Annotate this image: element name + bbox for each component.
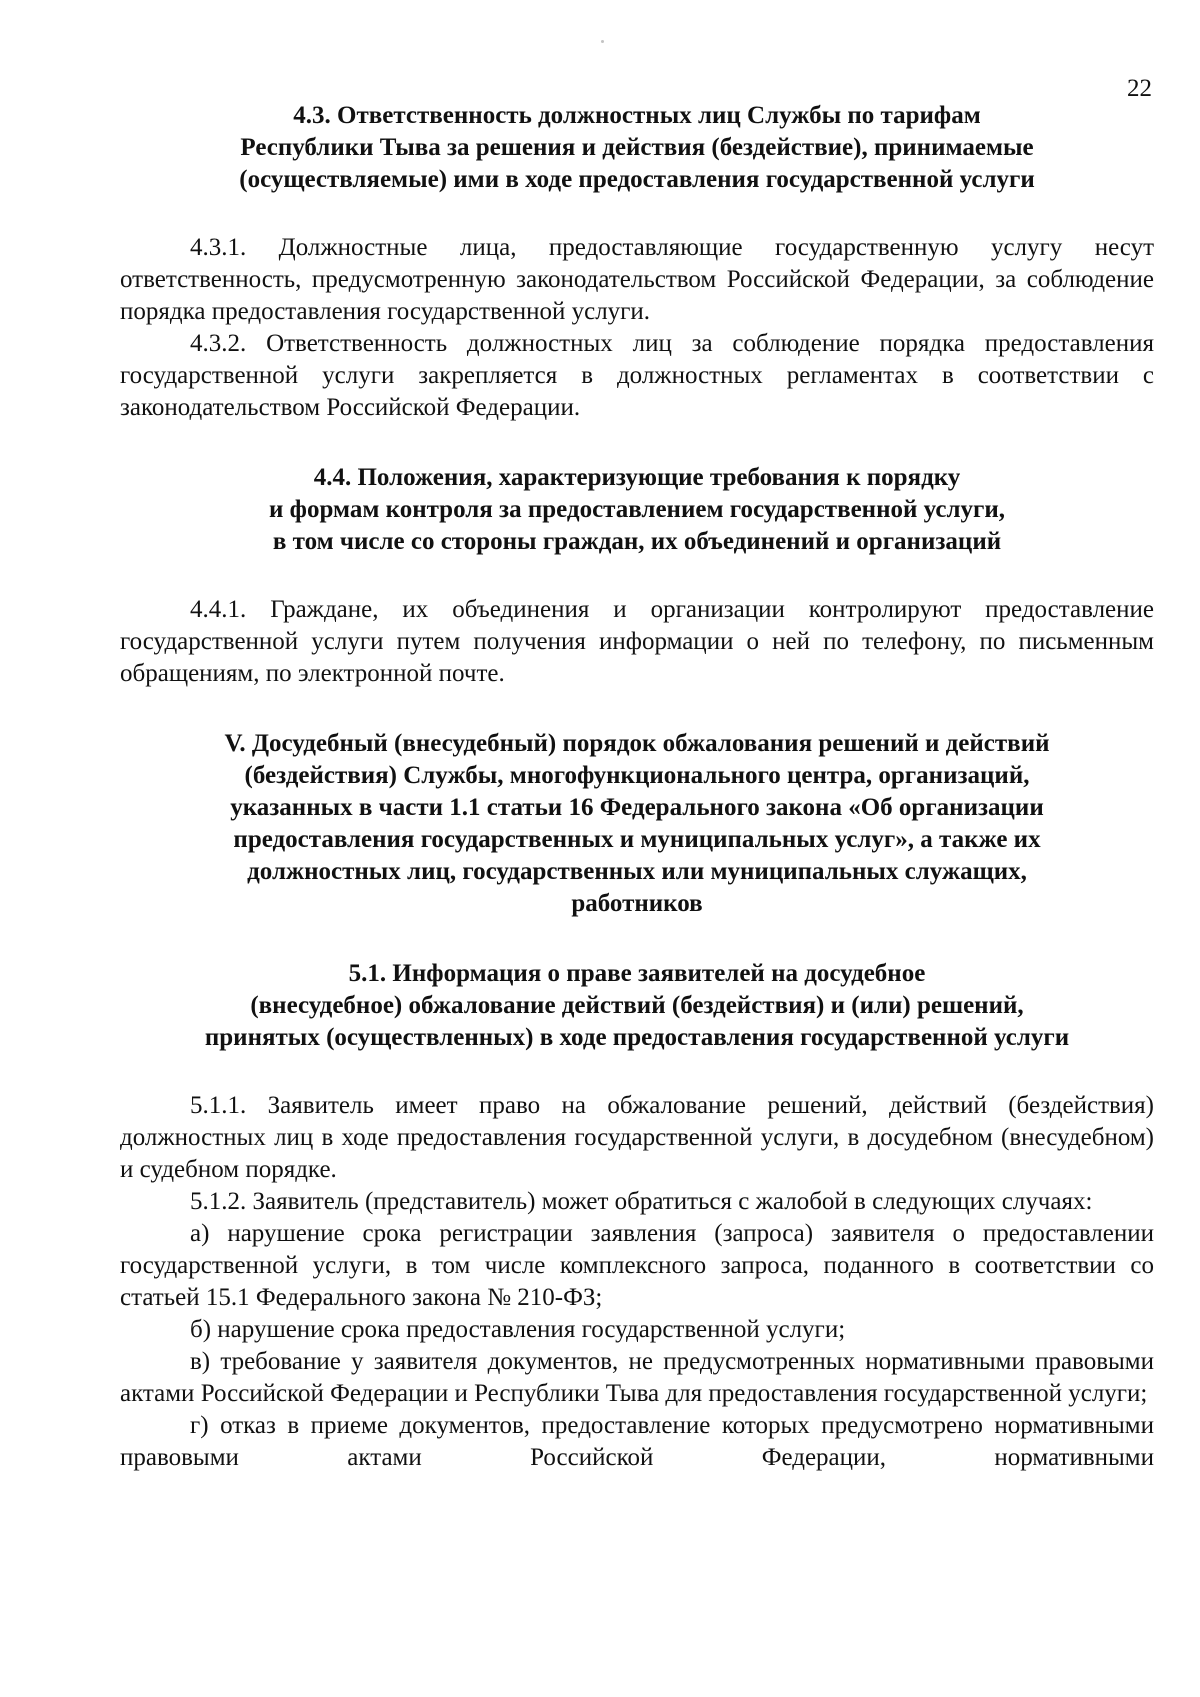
paragraph-5-1-1: 5.1.1. Заявитель имеет право на обжалование решений, действий (бездействия) должностных лиц в ходе предоставления государственной услуги, в досудебном (внесудебном) и судебном порядке. bbox=[120, 1092, 1154, 1183]
paragraph-4-3-2: 4.3.2. Ответственность должностных лиц за соблюдение порядка предоставления государственной услуги закрепляется в должностных регламентах в соответствии с законодательством Российской Федерации. bbox=[120, 330, 1154, 421]
heading-line: в том числе со стороны граждан, их объединений и организаций bbox=[272, 528, 1002, 555]
section-4-3-heading bbox=[120, 100, 1154, 196]
heading-line: указанных в части 1.1 статьи 16 Федерального закона «Об организации bbox=[230, 794, 1044, 821]
section-4-4-heading bbox=[120, 462, 1154, 558]
heading-line: 4.4. Положения, характеризующие требования к порядку bbox=[313, 464, 961, 491]
heading-line: 5.1. Информация о праве заявителей на досудебное bbox=[348, 960, 926, 987]
list-item-v: в) требование у заявителя документов, не предусмотренных нормативными правовыми актами Российской Федерации и Республики Тыва для предоставления государственной услуги; bbox=[120, 1348, 1154, 1407]
heading-line: Республики Тыва за решения и действия (бездействие), принимаемые bbox=[240, 134, 1034, 161]
heading-line: предоставления государственных и муниципальных услуг», а также их bbox=[233, 826, 1041, 853]
document-body bbox=[120, 100, 1154, 1474]
heading-line: 4.3. Ответственность должностных лиц Службы по тарифам bbox=[293, 102, 981, 129]
section-5-1-heading bbox=[120, 958, 1154, 1054]
paragraph-5-1-2: 5.1.2. Заявитель (представитель) может обратиться с жалобой в следующих случаях: bbox=[190, 1188, 1093, 1215]
paragraph-4-3-1: 4.3.1. Должностные лица, предоставляющие государственную услугу несут ответственность, предусмотренную законодательством Российской Федерации, за соблюдение порядка предоставления государственной услуги. bbox=[120, 234, 1154, 325]
heading-line: принятых (осуществленных) в ходе предоставления государственной услуги bbox=[204, 1024, 1070, 1051]
list-item-a: а) нарушение срока регистрации заявления (запроса) заявителя о предоставлении государственной услуги, в том числе комплексного запроса, поданного в соответствии со статьей 15.1 Федерального закона № 210-ФЗ; bbox=[120, 1220, 1154, 1311]
heading-line: должностных лиц, государственных или муниципальных служащих, bbox=[247, 858, 1027, 885]
list-item-g: г) отказ в приеме документов, предоставление которых предусмотрено нормативными правовыми актами Российской Федерации, нормативными bbox=[120, 1412, 1154, 1471]
section-5-heading bbox=[120, 728, 1154, 920]
heading-line: (бездействия) Службы, многофункционального центра, организаций, bbox=[244, 762, 1030, 789]
list-item-b: б) нарушение срока предоставления государственной услуги; bbox=[190, 1316, 846, 1343]
paragraph-4-4-1: 4.4.1. Граждане, их объединения и организации контролируют предоставление государственной услуги путем получения информации о ней по телефону, по письменным обращениям, по электронной почте. bbox=[120, 596, 1154, 687]
heading-line: (осуществляемые) ими в ходе предоставления государственной услуги bbox=[239, 166, 1035, 193]
scan-dot bbox=[601, 40, 604, 43]
heading-line: работников bbox=[571, 890, 703, 917]
heading-line: (внесудебное) обжалование действий (бездействия) и (или) решений, bbox=[250, 992, 1024, 1019]
heading-line: V. Досудебный (внесудебный) порядок обжалования решений и действий bbox=[224, 730, 1050, 757]
page-number: 22 bbox=[1127, 75, 1152, 102]
heading-line: и формам контроля за предоставлением государственной услуги, bbox=[269, 496, 1005, 523]
